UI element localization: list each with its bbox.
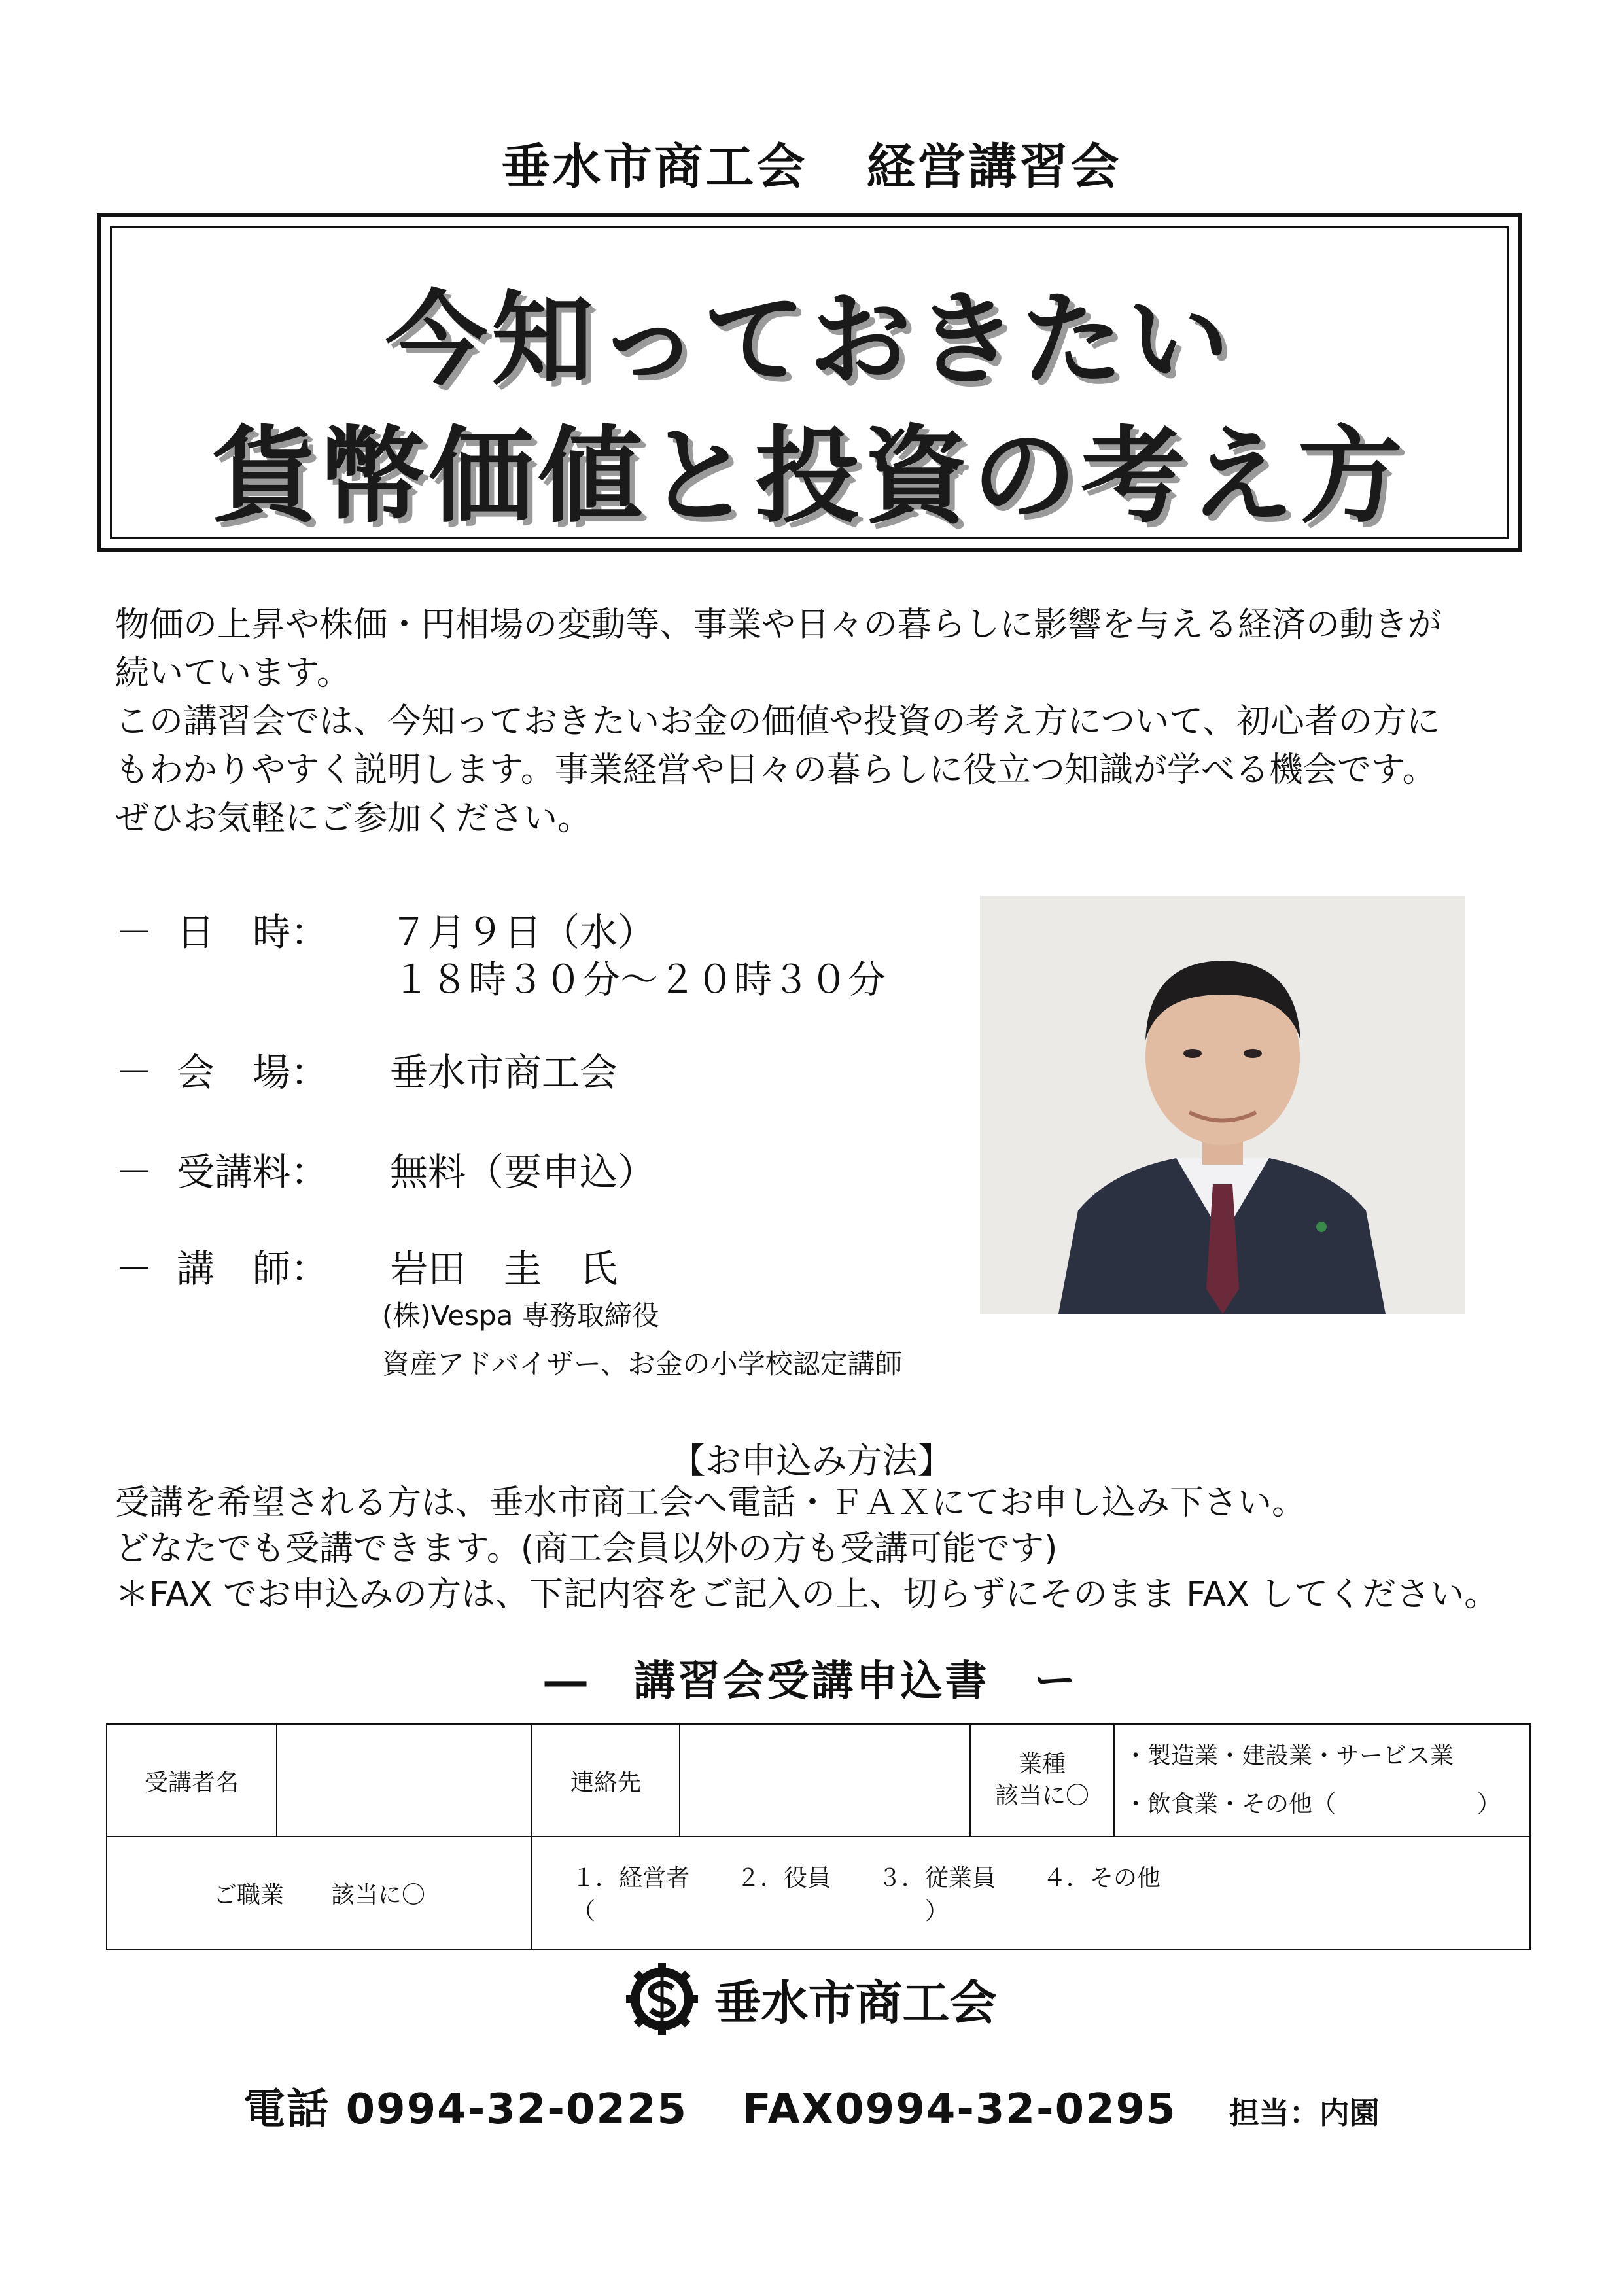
apply-line: どなたでも受講できます。(商工会員以外の方も受講可能です) (115, 1529, 1058, 1568)
header (0, 128, 1623, 198)
intro-line: ぜひお気軽にご参加ください。 (115, 799, 592, 838)
intro-text (115, 601, 1515, 843)
apply-heading: 【お申込み方法】 (670, 1440, 953, 1481)
venue-value: 垂水市商工会 (390, 1050, 618, 1095)
header-org: 垂水市商工会 (501, 139, 808, 195)
bullet-dash: － (115, 1050, 154, 1095)
contact-field[interactable] (680, 1724, 970, 1837)
title-line-1: 今知っておきたい (385, 280, 1233, 399)
lecturer-title-1: (株)Vespa 専務取締役 (382, 1299, 659, 1332)
footer-org: 垂水市商工会 (714, 1975, 997, 2030)
industry-options[interactable] (1114, 1724, 1530, 1837)
name-field[interactable] (277, 1724, 532, 1837)
industry-label (970, 1724, 1114, 1837)
contact-person: 担当：内園 (1229, 2095, 1380, 2130)
job-options[interactable]: １．経営者 ２．役員 ３．従業員 ４．その他（ ） (532, 1837, 1530, 1949)
fax-number: FAX0994-32-0295 (742, 2085, 1177, 2134)
bullet-dash: － (115, 910, 154, 955)
intro-line: もわかりやすく説明します。事業経営や日々の暮らしに役立つ知識が学べる機会です。 (115, 751, 1437, 790)
date-value: ７月９日（水） (390, 910, 656, 955)
name-label: 受講者名 (107, 1724, 277, 1837)
industry-label-line-2: 該当に〇 (994, 1782, 1089, 1809)
apply-line: ＊FAX でお申込みの方は、下記内容をご記入の上、切らずにそのまま FAX してください。 (115, 1575, 1499, 1614)
time-value: １８時３０分～２０時３０分 (393, 957, 886, 1002)
fee-row (115, 1141, 655, 1196)
contact-label: 連絡先 (532, 1724, 680, 1837)
job-label: ご職業 該当に〇 (107, 1837, 532, 1949)
date-label: 日 時： (177, 910, 329, 955)
contact-line (0, 2075, 1623, 2136)
title-box (97, 213, 1522, 552)
lecturer-title-2: 資産アドバイザー、お金の小学校認定講師 (382, 1348, 903, 1380)
phone-number: 電話 0994-32-0225 (243, 2085, 688, 2134)
industry-options-line-2: ・飲食業・その他（ ） (1124, 1791, 1501, 1818)
venue-label: 会 場： (177, 1050, 329, 1095)
apply-text (115, 1480, 1554, 1617)
industry-options-line-1: ・製造業・建設業・サービス業 (1124, 1742, 1454, 1769)
chamber-logo-icon (626, 1963, 698, 2035)
title-line-2: 貨幣価値と投資の考え方 (211, 415, 1406, 537)
lecturer-name: 岩田 圭 氏 (390, 1246, 618, 1291)
lecturer-photo (980, 896, 1465, 1314)
fee-value: 無料（要申込） (390, 1150, 656, 1194)
lecturer-portrait-illustration (980, 896, 1465, 1314)
title-box-inner (110, 226, 1509, 539)
fee-label: 受講料： (177, 1150, 329, 1194)
lecturer-row (115, 1238, 618, 1293)
bullet-dash: － (115, 1150, 154, 1194)
application-form (106, 1723, 1531, 1950)
intro-line: この講習会では、今知っておきたいお金の価値や投資の考え方について、初心者の方に (115, 702, 1440, 741)
intro-line: 物価の上昇や株価・円相場の変動等、事業や日々の暮らしに影響を与える経済の動きが (115, 605, 1442, 645)
form-title: ― 講習会受講申込書 ー (544, 1657, 1079, 1706)
lecturer-label: 講 師： (177, 1246, 329, 1291)
apply-line: 受講を希望される方は、垂水市商工会へ電話・ＦＡＸにてお申し込み下さい。 (115, 1483, 1306, 1523)
footer-logo-row (0, 1963, 1623, 2035)
intro-line: 続いています。 (115, 654, 351, 693)
bullet-dash: － (115, 1246, 154, 1291)
industry-label-line-1: 業種 (1018, 1751, 1066, 1778)
header-event-type: 経営講習会 (866, 139, 1122, 195)
venue-row (115, 1042, 618, 1097)
